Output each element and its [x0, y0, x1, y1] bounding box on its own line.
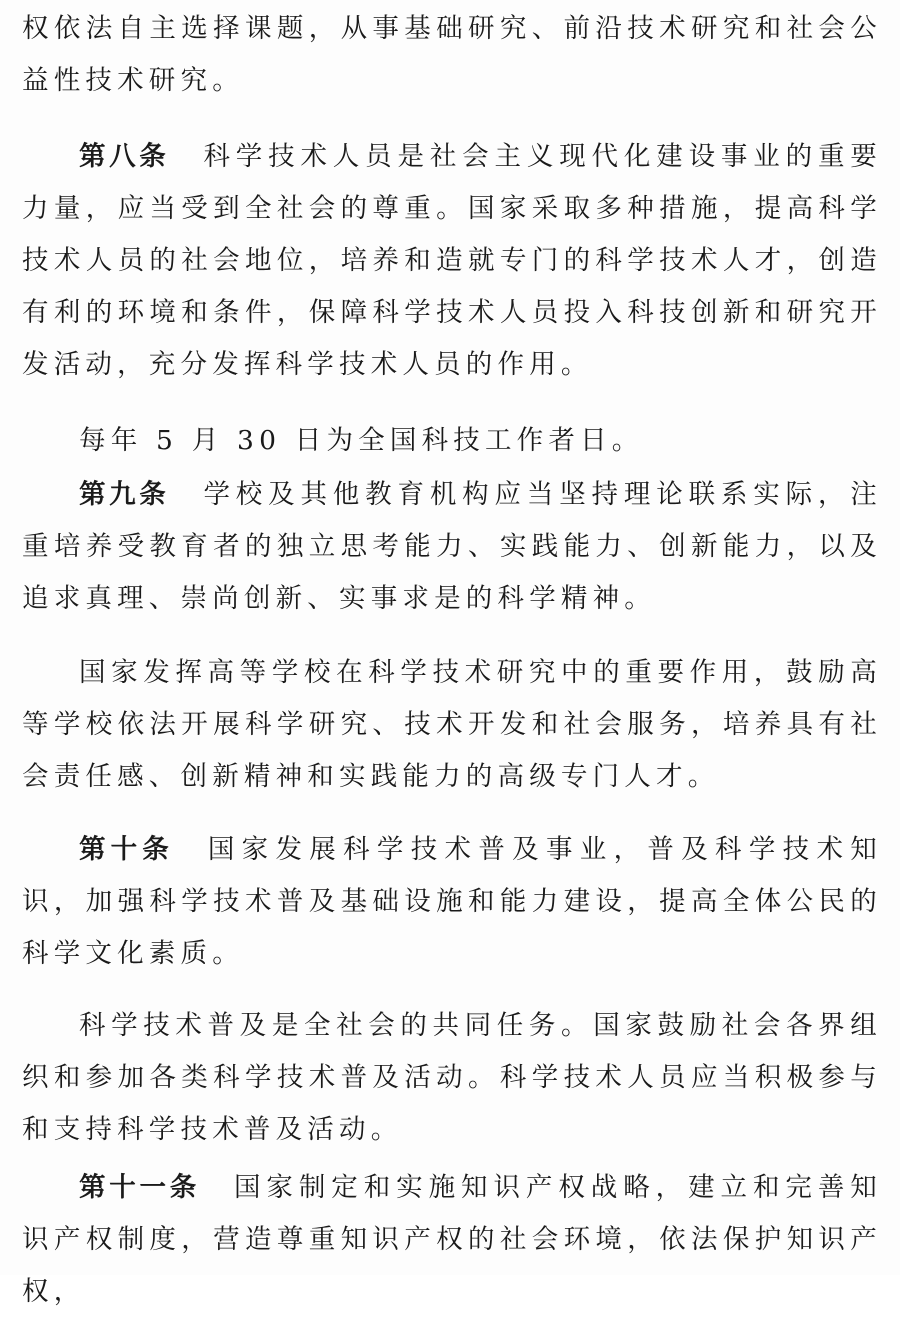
paragraph-text: 科学技术人员是社会主义现代化建设事业的重要力量，应当受到全社会的尊重。国家采取多种措施，提高科学技术人员的社会地位，培养和造就专门的科学技术人才，创造有利的环境和条件，保障科学技术人员投入科技创新和研究开发活动，充分发挥科学技术人员的作用。 — [22, 141, 883, 380]
article-number: 第九条 — [79, 479, 170, 510]
paragraph-text: 国家发展科学技术普及事业，普及科学技术知识，加强科学技术普及基础设施和能力建设，提高全体公民的科学文化素质。 — [22, 834, 883, 969]
paragraph-text: 权依法自主选择课题，从事基础研究、前沿技术研究和社会公益性技术研究。 — [22, 13, 882, 96]
article-10-paragraph — [22, 824, 882, 980]
article-9-paragraph — [22, 469, 882, 625]
article-number: 第八条 — [79, 141, 170, 172]
paragraph-text: 国家发挥高等学校在科学技术研究中的重要作用，鼓励高等学校依法开展科学研究、技术开发和社会服务，培养具有社会责任感、创新精神和实践能力的高级专门人才。 — [22, 657, 882, 792]
science-popularization-paragraph — [22, 1000, 882, 1156]
paragraph-text: 国家制定和实施知识产权战略，建立和完善知识产权制度，营造尊重知识产权的社会环境，依法保护知识产权， — [22, 1172, 883, 1307]
article-number: 第十条 — [79, 834, 174, 865]
article-11-paragraph — [22, 1162, 882, 1318]
paragraph-text: 科学技术普及是全社会的共同任务。国家鼓励社会各界组织和参加各类科学技术普及活动。科学技术人员应当积极参与和支持科学技术普及活动。 — [22, 1010, 882, 1145]
paragraph-continuation — [22, 3, 882, 107]
higher-education-paragraph — [22, 647, 882, 803]
article-8-paragraph — [22, 131, 882, 391]
article-number: 第十一条 — [79, 1172, 200, 1203]
paragraph-text: 学校及其他教育机构应当坚持理论联系实际，注重培养受教育者的独立思考能力、实践能力、创新能力，以及追求真理、崇尚创新、实事求是的科学精神。 — [22, 479, 883, 614]
paragraph-text: 每年 5 月 30 日为全国科技工作者日。 — [79, 425, 644, 456]
science-workers-day-paragraph — [22, 415, 882, 467]
